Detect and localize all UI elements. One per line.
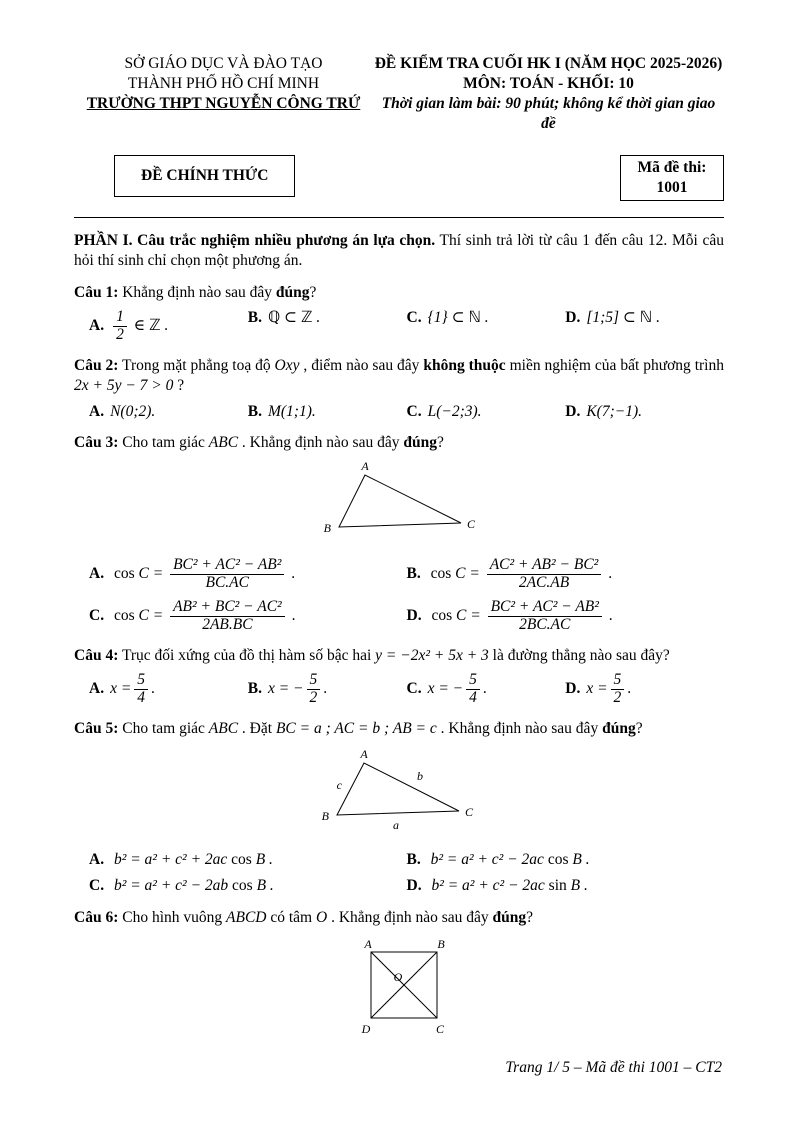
question-4 <box>74 646 724 708</box>
page-footer: Trang 1/ 5 – Mã đề thi 1001 – CT2 <box>505 1058 722 1076</box>
q4-option-d <box>565 671 724 707</box>
exam-code-label: Mã đề thi: <box>637 158 707 176</box>
option-label: D. <box>406 877 422 895</box>
fraction-denominator: 4 <box>469 689 477 707</box>
question-3-text-2: . Khẳng định nào sau đây <box>238 434 404 452</box>
q3-option-d <box>407 598 725 634</box>
question-2-stem <box>74 356 724 397</box>
fraction-denominator: 2AB.BC <box>202 616 253 634</box>
q2-option-a <box>89 402 248 422</box>
dept-line-2: THÀNH PHỐ HỒ CHÍ MINH <box>127 75 320 93</box>
question-1 <box>74 283 724 345</box>
question-6-text-2: có tâm <box>266 908 316 926</box>
q2-option-d <box>565 402 724 422</box>
question-1-options <box>74 308 724 344</box>
square-figure <box>343 936 455 1040</box>
header-left <box>74 54 373 135</box>
fraction-numerator: 5 <box>611 672 625 690</box>
question-3-stem <box>74 433 724 453</box>
cos-function: cos <box>431 607 453 625</box>
question-6-emph: đúng <box>492 908 527 926</box>
option-label: A. <box>89 402 105 420</box>
question-5-math-1: ABC <box>208 719 239 737</box>
fraction-numerator: AC² + AB² − BC² <box>487 557 602 575</box>
question-3-qmark: ? <box>436 434 444 452</box>
option-label: C. <box>89 607 105 625</box>
question-2-math-1: Oxy <box>274 356 300 374</box>
fraction-numerator: 5 <box>307 672 321 690</box>
q1-option-c <box>407 308 566 344</box>
question-1-text: Khẳng định nào sau đây <box>118 283 276 301</box>
vertex-label-c: C <box>467 517 476 532</box>
option-variable: C = <box>456 607 481 625</box>
option-period: . <box>291 564 296 582</box>
fraction-numerator: 1 <box>113 309 127 327</box>
option-period: . <box>608 564 613 582</box>
question-2-text-2: , điểm nào sau đây <box>299 356 424 374</box>
fraction-numerator: AB² + BC² − AC² <box>170 599 285 617</box>
question-3-options <box>74 556 724 635</box>
option-label: B. <box>247 680 262 698</box>
q2-option-b <box>248 402 407 422</box>
fraction-denominator: 4 <box>137 689 146 707</box>
center-label-o: O <box>393 970 403 985</box>
question-6-math-2: O <box>315 908 328 926</box>
question-2 <box>74 356 724 422</box>
q4-option-b <box>248 671 407 707</box>
option-math: b² = a² + c² − 2ac <box>430 850 544 868</box>
option-math: L(−2;3). <box>427 402 482 420</box>
option-math: {1} ⊂ ℕ . <box>427 309 489 327</box>
question-5-text-1: Cho tam giác <box>118 719 209 737</box>
triangle-figure <box>323 461 475 545</box>
option-variable: C = <box>138 607 164 625</box>
question-4-math-1: y = −2x² + 5x + 3 <box>375 646 489 664</box>
question-2-text-4: ? <box>173 377 185 395</box>
fraction <box>134 672 148 706</box>
question-3 <box>74 433 724 635</box>
q1-option-a <box>89 308 248 344</box>
q6-figure <box>74 936 724 1046</box>
fraction <box>307 672 321 706</box>
side-label-c: c <box>336 778 342 793</box>
option-period: . <box>482 680 487 698</box>
fraction-numerator: BC² + AC² − AB² <box>170 557 284 575</box>
fraction-denominator: 2 <box>309 689 318 707</box>
option-label: B. <box>406 564 421 582</box>
option-label: A. <box>89 564 105 582</box>
side-label-b: b <box>417 769 423 784</box>
q5-figure <box>74 747 724 845</box>
vertex-label-c: C <box>435 1022 445 1037</box>
header-right <box>373 54 724 135</box>
question-5-text-2: . Đặt <box>238 719 276 737</box>
question-1-label: Câu 1: <box>74 283 119 301</box>
question-4-label: Câu 4: <box>74 646 119 664</box>
fraction <box>113 309 127 343</box>
question-6-qmark: ? <box>526 908 534 926</box>
question-4-stem <box>74 646 724 666</box>
q4-option-a <box>89 671 248 707</box>
vertex-label-b: B <box>321 809 329 824</box>
option-label: D. <box>406 607 422 625</box>
question-4-text-2: là đường thẳng nào sau đây? <box>488 646 670 664</box>
question-3-text-1: Cho tam giác <box>118 434 209 452</box>
fraction-denominator: 2BC.AC <box>519 616 571 634</box>
question-1-stem <box>74 283 724 303</box>
option-math: [1;5] ⊂ ℕ . <box>586 309 660 327</box>
option-math: x = <box>586 680 608 698</box>
option-math: K(7;−1). <box>586 402 642 420</box>
fraction <box>170 557 284 591</box>
option-math-end: B . <box>572 850 590 868</box>
option-period: . <box>608 607 613 625</box>
option-math: b² = a² + c² + 2ac <box>113 850 228 868</box>
trig-function: cos <box>232 877 253 895</box>
vertex-label-a: A <box>364 937 372 952</box>
option-math: M(1;1). <box>267 402 316 420</box>
question-2-text-3: miền nghiệm của bất phương trình <box>505 356 724 374</box>
part1-intro <box>74 231 724 272</box>
trig-function: cos <box>231 850 252 868</box>
school-name: TRƯỜNG THPT NGUYỄN CÔNG TRỨ <box>86 95 361 113</box>
cos-function: cos <box>113 607 135 625</box>
option-math: b² = a² + c² − 2ac <box>431 877 545 895</box>
option-period: . <box>627 680 632 698</box>
side-label-a: a <box>393 818 399 833</box>
vertex-label-d: D <box>361 1022 371 1037</box>
option-label: D. <box>565 680 581 698</box>
q3-option-a <box>89 556 407 592</box>
option-math-end: B . <box>256 877 274 895</box>
box-row <box>74 155 724 201</box>
question-6-text-1: Cho hình vuông <box>118 908 227 926</box>
vertex-label-b: B <box>437 937 445 952</box>
fraction <box>466 672 480 706</box>
fraction <box>488 599 602 633</box>
question-2-math-2: 2x + 5y − 7 > 0 <box>74 377 174 395</box>
question-5-options <box>74 850 724 897</box>
option-math: x = − <box>427 680 464 698</box>
option-period: . <box>151 680 155 698</box>
part1-intro-rest: Thí sinh trả lời từ câu 1 đến câu 12. Mỗi câu hỏi thí sinh chỉ chọn một phương án. <box>74 231 724 270</box>
trig-function: cos <box>547 850 569 868</box>
question-6-text-3: . Khẳng định nào sau đây <box>327 908 493 926</box>
question-5-stem <box>74 719 724 739</box>
option-math-end: B . <box>255 850 273 868</box>
question-1-qmark: ? <box>309 283 317 301</box>
part1-intro-bold: PHẦN I. Câu trắc nghiệm nhiều phương án lựa chọn. <box>74 231 436 249</box>
header <box>74 54 724 135</box>
q1-option-d <box>565 308 724 344</box>
q2-option-c <box>407 402 566 422</box>
question-5-emph: đúng <box>602 719 636 737</box>
vertex-label-b: B <box>323 521 331 536</box>
triangle-shape <box>339 475 461 527</box>
question-6-stem <box>74 908 724 928</box>
vertex-label-a: A <box>360 747 368 762</box>
cos-function: cos <box>113 564 135 582</box>
question-5-qmark: ? <box>635 719 643 737</box>
q4-option-c <box>407 671 566 707</box>
question-3-label: Câu 3: <box>74 434 119 452</box>
option-variable: C = <box>455 564 480 582</box>
fraction-denominator: BC.AC <box>205 573 249 591</box>
q3-figure <box>74 461 724 551</box>
option-label: B. <box>247 402 262 420</box>
fraction-denominator: 2 <box>613 689 622 707</box>
official-exam-box: ĐỀ CHÍNH THỨC <box>114 155 295 197</box>
vertex-label-a: A <box>361 459 369 474</box>
option-period: . <box>291 607 296 625</box>
q5-option-b <box>407 850 725 870</box>
divider-line <box>74 217 724 218</box>
option-label: C. <box>89 877 105 895</box>
vertex-label-c: C <box>465 805 474 820</box>
q5-option-a <box>89 850 407 870</box>
q1-option-b <box>248 308 407 344</box>
q3-option-c <box>89 598 407 634</box>
triangle-shape <box>337 763 459 815</box>
question-6-label: Câu 6: <box>74 908 119 926</box>
exam-code-box <box>620 155 724 201</box>
q5-option-c <box>89 876 407 896</box>
option-label: B. <box>406 850 421 868</box>
question-5-text-3: . Khẳng định nào sau đây <box>436 719 603 737</box>
option-math-end: B . <box>570 877 588 895</box>
option-math: ℚ ⊂ ℤ . <box>267 309 321 327</box>
fraction-denominator: 2 <box>116 325 124 343</box>
exam-code-value: 1001 <box>656 178 688 196</box>
fraction <box>170 599 285 633</box>
fraction <box>487 557 602 591</box>
question-4-options <box>74 671 724 707</box>
option-math: N(0;2). <box>110 402 156 420</box>
option-label: A. <box>89 850 105 868</box>
q3-option-b <box>407 556 725 592</box>
option-math: ∈ ℤ . <box>133 317 169 334</box>
cos-function: cos <box>430 564 452 582</box>
question-6-math-1: ABCD <box>226 908 267 926</box>
option-label: D. <box>565 402 581 420</box>
fraction-numerator: 5 <box>466 672 480 690</box>
question-4-text-1: Trục đối xứng của đồ thị hàm số bậc hai <box>118 646 376 664</box>
option-label: D. <box>565 309 581 327</box>
fraction-denominator: 2AC.AB <box>518 573 570 591</box>
q5-option-d <box>407 876 725 896</box>
option-label: C. <box>406 680 422 698</box>
question-5-math-2: BC = a ; AC = b ; AB = c <box>275 719 437 737</box>
question-3-emph: đúng <box>403 434 437 452</box>
question-2-options <box>74 402 724 422</box>
question-3-math-1: ABC <box>208 434 239 452</box>
question-6 <box>74 908 724 1047</box>
question-2-label: Câu 2: <box>74 356 119 374</box>
option-label: A. <box>89 317 105 334</box>
option-label: C. <box>406 402 422 420</box>
exam-duration: Thời gian làm bài: 90 phút; không kể thời gian giao đề <box>381 95 716 133</box>
exam-subject: MÔN: TOÁN - KHỐI: 10 <box>463 75 634 93</box>
question-2-emph: không thuộc <box>423 356 506 374</box>
option-period: . <box>323 680 328 698</box>
fraction-numerator: BC² + AC² − AB² <box>488 599 602 617</box>
triangle-sides-figure <box>318 747 480 839</box>
option-math: x = <box>110 680 132 698</box>
question-2-text-1: Trong mặt phẳng toạ độ <box>118 356 275 374</box>
question-5 <box>74 719 724 897</box>
question-1-emph: đúng <box>275 283 310 301</box>
option-label: C. <box>406 309 422 327</box>
trig-function: sin <box>548 877 567 895</box>
option-variable: C = <box>138 564 164 582</box>
exam-title: ĐỀ KIỂM TRA CUỐI HK I (NĂM HỌC 2025-2026) <box>374 55 723 72</box>
option-label: A. <box>89 680 105 698</box>
fraction <box>611 672 625 706</box>
fraction-numerator: 5 <box>134 672 148 690</box>
option-math: b² = a² + c² − 2ab <box>113 877 229 895</box>
question-5-label: Câu 5: <box>74 719 119 737</box>
option-label: B. <box>247 309 262 327</box>
dept-line-1: SỞ GIÁO DỤC VÀ ĐÀO TẠO <box>124 55 323 72</box>
option-math: x = − <box>267 680 304 698</box>
